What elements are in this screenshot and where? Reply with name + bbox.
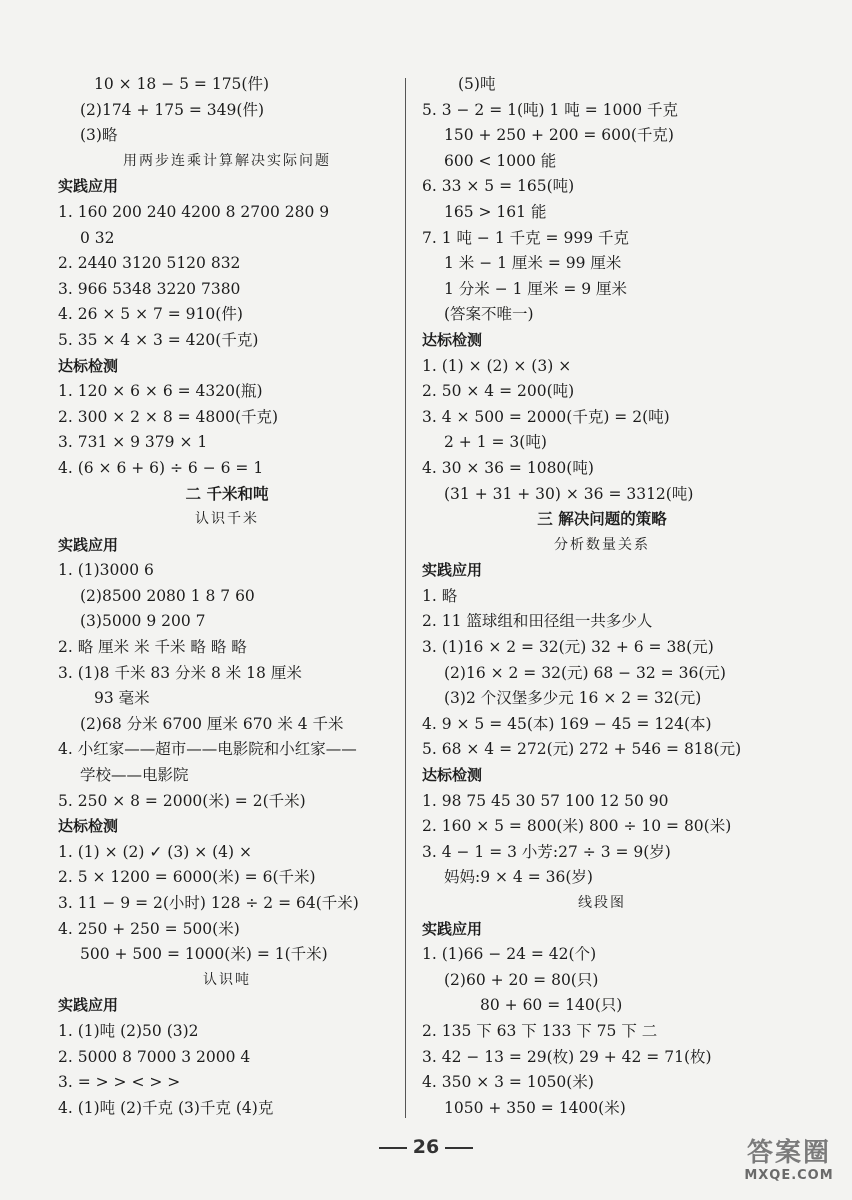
answer-line: (31 + 31 + 30) × 36 = 3312(吨) bbox=[444, 484, 694, 503]
section-heading: 实践应用 bbox=[58, 535, 119, 554]
answer-line: 4. 26 × 5 × 7 = 910(件) bbox=[58, 305, 243, 324]
answer-line: 3. 42 − 13 = 29(枚) 29 + 42 = 71(枚) bbox=[422, 1047, 712, 1066]
answer-line: 3. = > > < > > bbox=[58, 1073, 181, 1092]
answer-line: 6. 33 × 5 = 165(吨) bbox=[422, 177, 575, 196]
answer-line: 1. (1)66 − 24 = 42(个) bbox=[422, 945, 597, 964]
answer-line: 4. 小红家——超市——电影院和小红家—— bbox=[58, 740, 357, 759]
answer-line: 3. 4 × 500 = 2000(千克) = 2(吨) bbox=[422, 407, 670, 426]
section-heading: 达标检测 bbox=[422, 766, 483, 785]
answer-line: 1. 160 200 240 4200 8 2700 280 9 bbox=[58, 202, 330, 221]
answer-line: 1. (1)吨 (2)50 (3)2 bbox=[58, 1021, 199, 1040]
column-divider bbox=[405, 78, 406, 1118]
answer-line: 1. (1) × (2) ✓ (3) × (4) × bbox=[58, 842, 252, 861]
answer-line: 1 米 − 1 厘米 = 99 厘米 bbox=[444, 254, 622, 273]
chapter-title: 二 千米和吨 bbox=[185, 484, 269, 503]
answer-line: 80 + 60 = 140(只) bbox=[480, 996, 623, 1015]
chapter-title: 三 解决问题的策略 bbox=[537, 510, 667, 529]
answer-line: 4. (1)吨 (2)千克 (3)千克 (4)克 bbox=[58, 1098, 274, 1117]
answer-line: 5. 3 − 2 = 1(吨) 1 吨 = 1000 千克 bbox=[422, 100, 679, 119]
answer-line: (2)60 + 20 = 80(只) bbox=[444, 970, 599, 989]
subsection-title: 线段图 bbox=[578, 895, 626, 911]
section-heading: 实践应用 bbox=[422, 561, 483, 580]
answer-line: 4. 350 × 3 = 1050(米) bbox=[422, 1073, 594, 1092]
section-heading: 实践应用 bbox=[58, 996, 119, 1015]
answer-line: 2. 5000 8 7000 3 2000 4 bbox=[58, 1047, 251, 1066]
subsection-title: 认识吨 bbox=[203, 971, 251, 988]
answer-line: 3. 966 5348 3220 7380 bbox=[58, 279, 241, 298]
subsection-title: 认识千米 bbox=[195, 511, 259, 528]
answer-line: 500 + 500 = 1000(米) = 1(千米) bbox=[80, 945, 328, 964]
answer-line: (3)2 个汉堡多少元 16 × 2 = 32(元) bbox=[444, 689, 702, 708]
answer-line: 93 毫米 bbox=[94, 689, 150, 708]
answer-line: 2. 160 × 5 = 800(米) 800 ÷ 10 = 80(米) bbox=[422, 817, 732, 836]
answer-line: 7. 1 吨 − 1 千克 = 999 千克 bbox=[422, 228, 629, 247]
watermark-url: MXQE.COM bbox=[744, 1168, 834, 1183]
page-number bbox=[0, 1136, 852, 1158]
answer-line: 2. 11 篮球组和田径组一共多少人 bbox=[422, 612, 653, 631]
answer-line: (答案不唯一) bbox=[444, 305, 534, 324]
answer-line: 2. 略 厘米 米 千米 略 略 略 bbox=[58, 638, 247, 657]
answer-line: 1050 + 350 = 1400(米) bbox=[444, 1098, 626, 1117]
section-heading: 达标检测 bbox=[422, 330, 483, 349]
section-heading: 达标检测 bbox=[58, 817, 119, 836]
left-column bbox=[58, 72, 396, 1121]
answer-line: 妈妈:9 × 4 = 36(岁) bbox=[444, 868, 593, 887]
site-watermark bbox=[734, 1138, 844, 1194]
subsection-title: 用两步连乘计算解决实际问题 bbox=[123, 152, 331, 169]
right-column bbox=[422, 72, 782, 1121]
answer-line: 学校——电影院 bbox=[80, 766, 189, 785]
answer-line: 2 + 1 = 3(吨) bbox=[444, 433, 547, 452]
answer-line: (2)8500 2080 1 8 7 60 bbox=[80, 586, 255, 605]
answer-line: 2. 2440 3120 5120 832 bbox=[58, 254, 241, 273]
answer-line: 2. 135 下 63 下 133 下 75 下 二 bbox=[422, 1021, 658, 1040]
answer-line: 1. 120 × 6 × 6 = 4320(瓶) bbox=[58, 382, 263, 401]
answer-line: (3)略 bbox=[80, 126, 118, 145]
answer-line: 2. 5 × 1200 = 6000(米) = 6(千米) bbox=[58, 868, 316, 887]
answer-line: 1 分米 − 1 厘米 = 9 厘米 bbox=[444, 279, 628, 298]
answer-line: 3. 731 × 9 379 × 1 bbox=[58, 433, 208, 452]
answer-line: 2. 50 × 4 = 200(吨) bbox=[422, 382, 575, 401]
page-number-dash-left bbox=[379, 1147, 407, 1149]
answer-line: (2)16 × 2 = 32(元) 68 − 32 = 36(元) bbox=[444, 663, 726, 682]
answer-line: 5. 35 × 4 × 3 = 420(千克) bbox=[58, 330, 259, 349]
answer-line: 150 + 250 + 200 = 600(千克) bbox=[444, 126, 674, 145]
answer-line: 4. 250 + 250 = 500(米) bbox=[58, 919, 240, 938]
answer-line: 3. (1)16 × 2 = 32(元) 32 + 6 = 38(元) bbox=[422, 638, 714, 657]
answer-line: 2. 300 × 2 × 8 = 4800(千克) bbox=[58, 407, 279, 426]
answer-line: 1. (1) × (2) × (3) × bbox=[422, 356, 572, 375]
answer-line: (2)68 分米 6700 厘米 670 米 4 千米 bbox=[80, 714, 344, 733]
page-number-dash-right bbox=[445, 1147, 473, 1149]
watermark-logo-text: 答案圈 bbox=[746, 1138, 831, 1168]
answer-line: 5. 250 × 8 = 2000(米) = 2(千米) bbox=[58, 791, 306, 810]
answer-line: 4. (6 × 6 + 6) ÷ 6 − 6 = 1 bbox=[58, 458, 264, 477]
answer-line: 3. 4 − 1 = 3 小芳:27 ÷ 3 = 9(岁) bbox=[422, 842, 671, 861]
section-heading: 达标检测 bbox=[58, 356, 119, 375]
answer-line: 3. 11 − 9 = 2(小时) 128 ÷ 2 = 64(千米) bbox=[58, 894, 359, 912]
answer-line: 5. 68 × 4 = 272(元) 272 + 546 = 818(元) bbox=[422, 740, 742, 759]
answer-line: 165 > 161 能 bbox=[444, 202, 547, 221]
section-heading: 实践应用 bbox=[422, 919, 483, 938]
answer-line: (2)174 + 175 = 349(件) bbox=[80, 100, 264, 119]
answer-line: 0 32 bbox=[80, 228, 115, 247]
answer-line: 3. (1)8 千米 83 分米 8 米 18 厘米 bbox=[58, 663, 302, 682]
section-heading: 实践应用 bbox=[58, 177, 119, 196]
answer-line: (5)吨 bbox=[458, 75, 496, 93]
answer-line: 10 × 18 − 5 = 175(件) bbox=[94, 75, 270, 93]
answer-line: 4. 9 × 5 = 45(本) 169 − 45 = 124(本) bbox=[422, 714, 712, 733]
page-number-text: 26 bbox=[412, 1136, 440, 1158]
answer-line: 1. (1)3000 6 bbox=[58, 561, 154, 580]
answer-line: 1. 略 bbox=[422, 586, 458, 605]
subsection-title: 分析数量关系 bbox=[554, 536, 650, 553]
answer-line: 1. 98 75 45 30 57 100 12 50 90 bbox=[422, 791, 669, 810]
answer-line: (3)5000 9 200 7 bbox=[80, 612, 206, 631]
answer-line: 600 < 1000 能 bbox=[444, 151, 557, 170]
answer-line: 4. 30 × 36 = 1080(吨) bbox=[422, 458, 594, 477]
